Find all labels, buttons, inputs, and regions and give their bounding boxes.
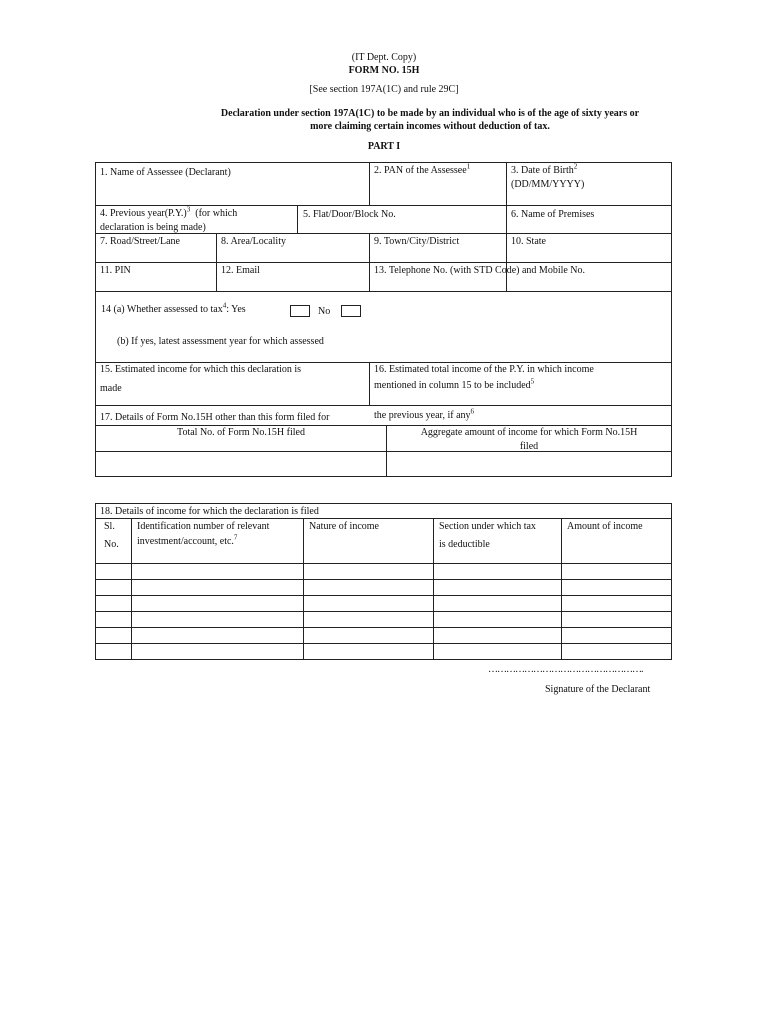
field-8-area-locality-label: 8. Area/Locality [221, 236, 286, 247]
field-9-town-city-label: 9. Town/City/District [374, 236, 460, 247]
income-table-title: 18. Details of income for which the declaration is filed [100, 506, 319, 517]
part-heading: PART I [367, 141, 401, 152]
col-identification-number-line2: investment/account, etc.$^7$ [137, 533, 238, 547]
no-checkbox[interactable] [341, 305, 361, 317]
table-row[interactable] [96, 612, 671, 627]
form-number: FORM NO. 15H [348, 65, 420, 76]
col-aggregate-amount: Aggregate amount of income for which Form No.15H [420, 427, 638, 438]
field-13-telephone-label: 13. Telephone No. (with STD Code) and Mobile No. [374, 265, 586, 276]
field-14a-assessed-to-tax-label: 14 (a) Whether assessed to tax$^4$: Yes [101, 301, 246, 315]
field-15-estimated-income-label-line2: made [100, 383, 122, 394]
total-forms-filed-input[interactable] [96, 452, 385, 476]
copy-label: (IT Dept. Copy) [351, 52, 417, 63]
col-sl-no: Sl. [104, 521, 115, 532]
field-12-email-label: 12. Email [221, 265, 260, 276]
section-reference: [See section 197A(1C) and rule 29C] [309, 84, 459, 95]
col-aggregate-amount-line2: filed [519, 441, 539, 452]
field-11-pin-label: 11. PIN [100, 265, 131, 276]
signature-label: Signature of the Declarant [545, 684, 651, 695]
col-sl-no-line2: No. [104, 539, 119, 550]
field-17-other-forms-label-right: the previous year, if any$^6$ [374, 407, 475, 421]
col-total-forms-filed: Total No. of Form No.15H filed [177, 427, 305, 438]
field-6-name-of-premises-label: 6. Name of Premises [511, 209, 595, 220]
declaration-heading-line2: more claiming certain incomes without deduction of tax. [310, 121, 550, 132]
field-4-previous-year-label: 4. Previous $year(P.Y.)^3$ (for which [100, 205, 238, 219]
no-label: No [318, 306, 331, 317]
field-10-state-label: 10. State [511, 236, 546, 247]
field-3-date-of-birth-label: 3. Date of Birth$^2$ [511, 162, 578, 176]
field-2-pan-label: 2. PAN of the Assessee$^1$ [374, 162, 471, 176]
field-16-estimated-total-income-label: 16. Estimated total income of the P.Y. in which income [374, 364, 594, 375]
field-1-name-of-assessee: 1. Name of Assessee (Declarant) [100, 167, 231, 178]
field-4-previous-year-label-line2: declaration is being made) [100, 222, 206, 233]
declaration-heading-line1: Declaration under section 197A(1C) to be made by an individual who is of the age of sixty years or [220, 108, 640, 119]
table-row[interactable] [96, 596, 671, 611]
field-7-road-street-label: 7. Road/Street/Lane [100, 236, 180, 247]
aggregate-amount-input[interactable] [387, 452, 671, 476]
col-nature-of-income: Nature of income [309, 521, 379, 532]
field-3-date-format: (DD/MM/YYYY) [511, 179, 585, 190]
table-row[interactable] [96, 564, 671, 579]
col-section-under-which-tax-line2: is deductible [439, 539, 490, 550]
signature-line: ……………………………………………. [488, 664, 643, 675]
table-row[interactable] [96, 644, 671, 659]
field-17-other-forms-label: 17. Details of Form No.15H other than this form filed for [100, 412, 330, 423]
col-section-under-which-tax: Section under which tax [439, 521, 536, 532]
field-5-flat-door-block-label: 5. Flat/Door/Block No. [303, 209, 396, 220]
col-identification-number: Identification number of relevant [137, 521, 270, 532]
col-amount-of-income: Amount of income [567, 521, 643, 532]
field-15-estimated-income-label: 15. Estimated income for which this declaration is [100, 364, 302, 375]
table-row[interactable] [96, 628, 671, 643]
field-16-estimated-total-income-label-line2: mentioned in column 15 to be included$^5$ [374, 377, 535, 391]
table-row[interactable] [96, 580, 671, 595]
field-14b-latest-assessment-year-label: (b) If yes, latest assessment year for which assessed [117, 336, 324, 347]
yes-checkbox[interactable] [290, 305, 310, 317]
